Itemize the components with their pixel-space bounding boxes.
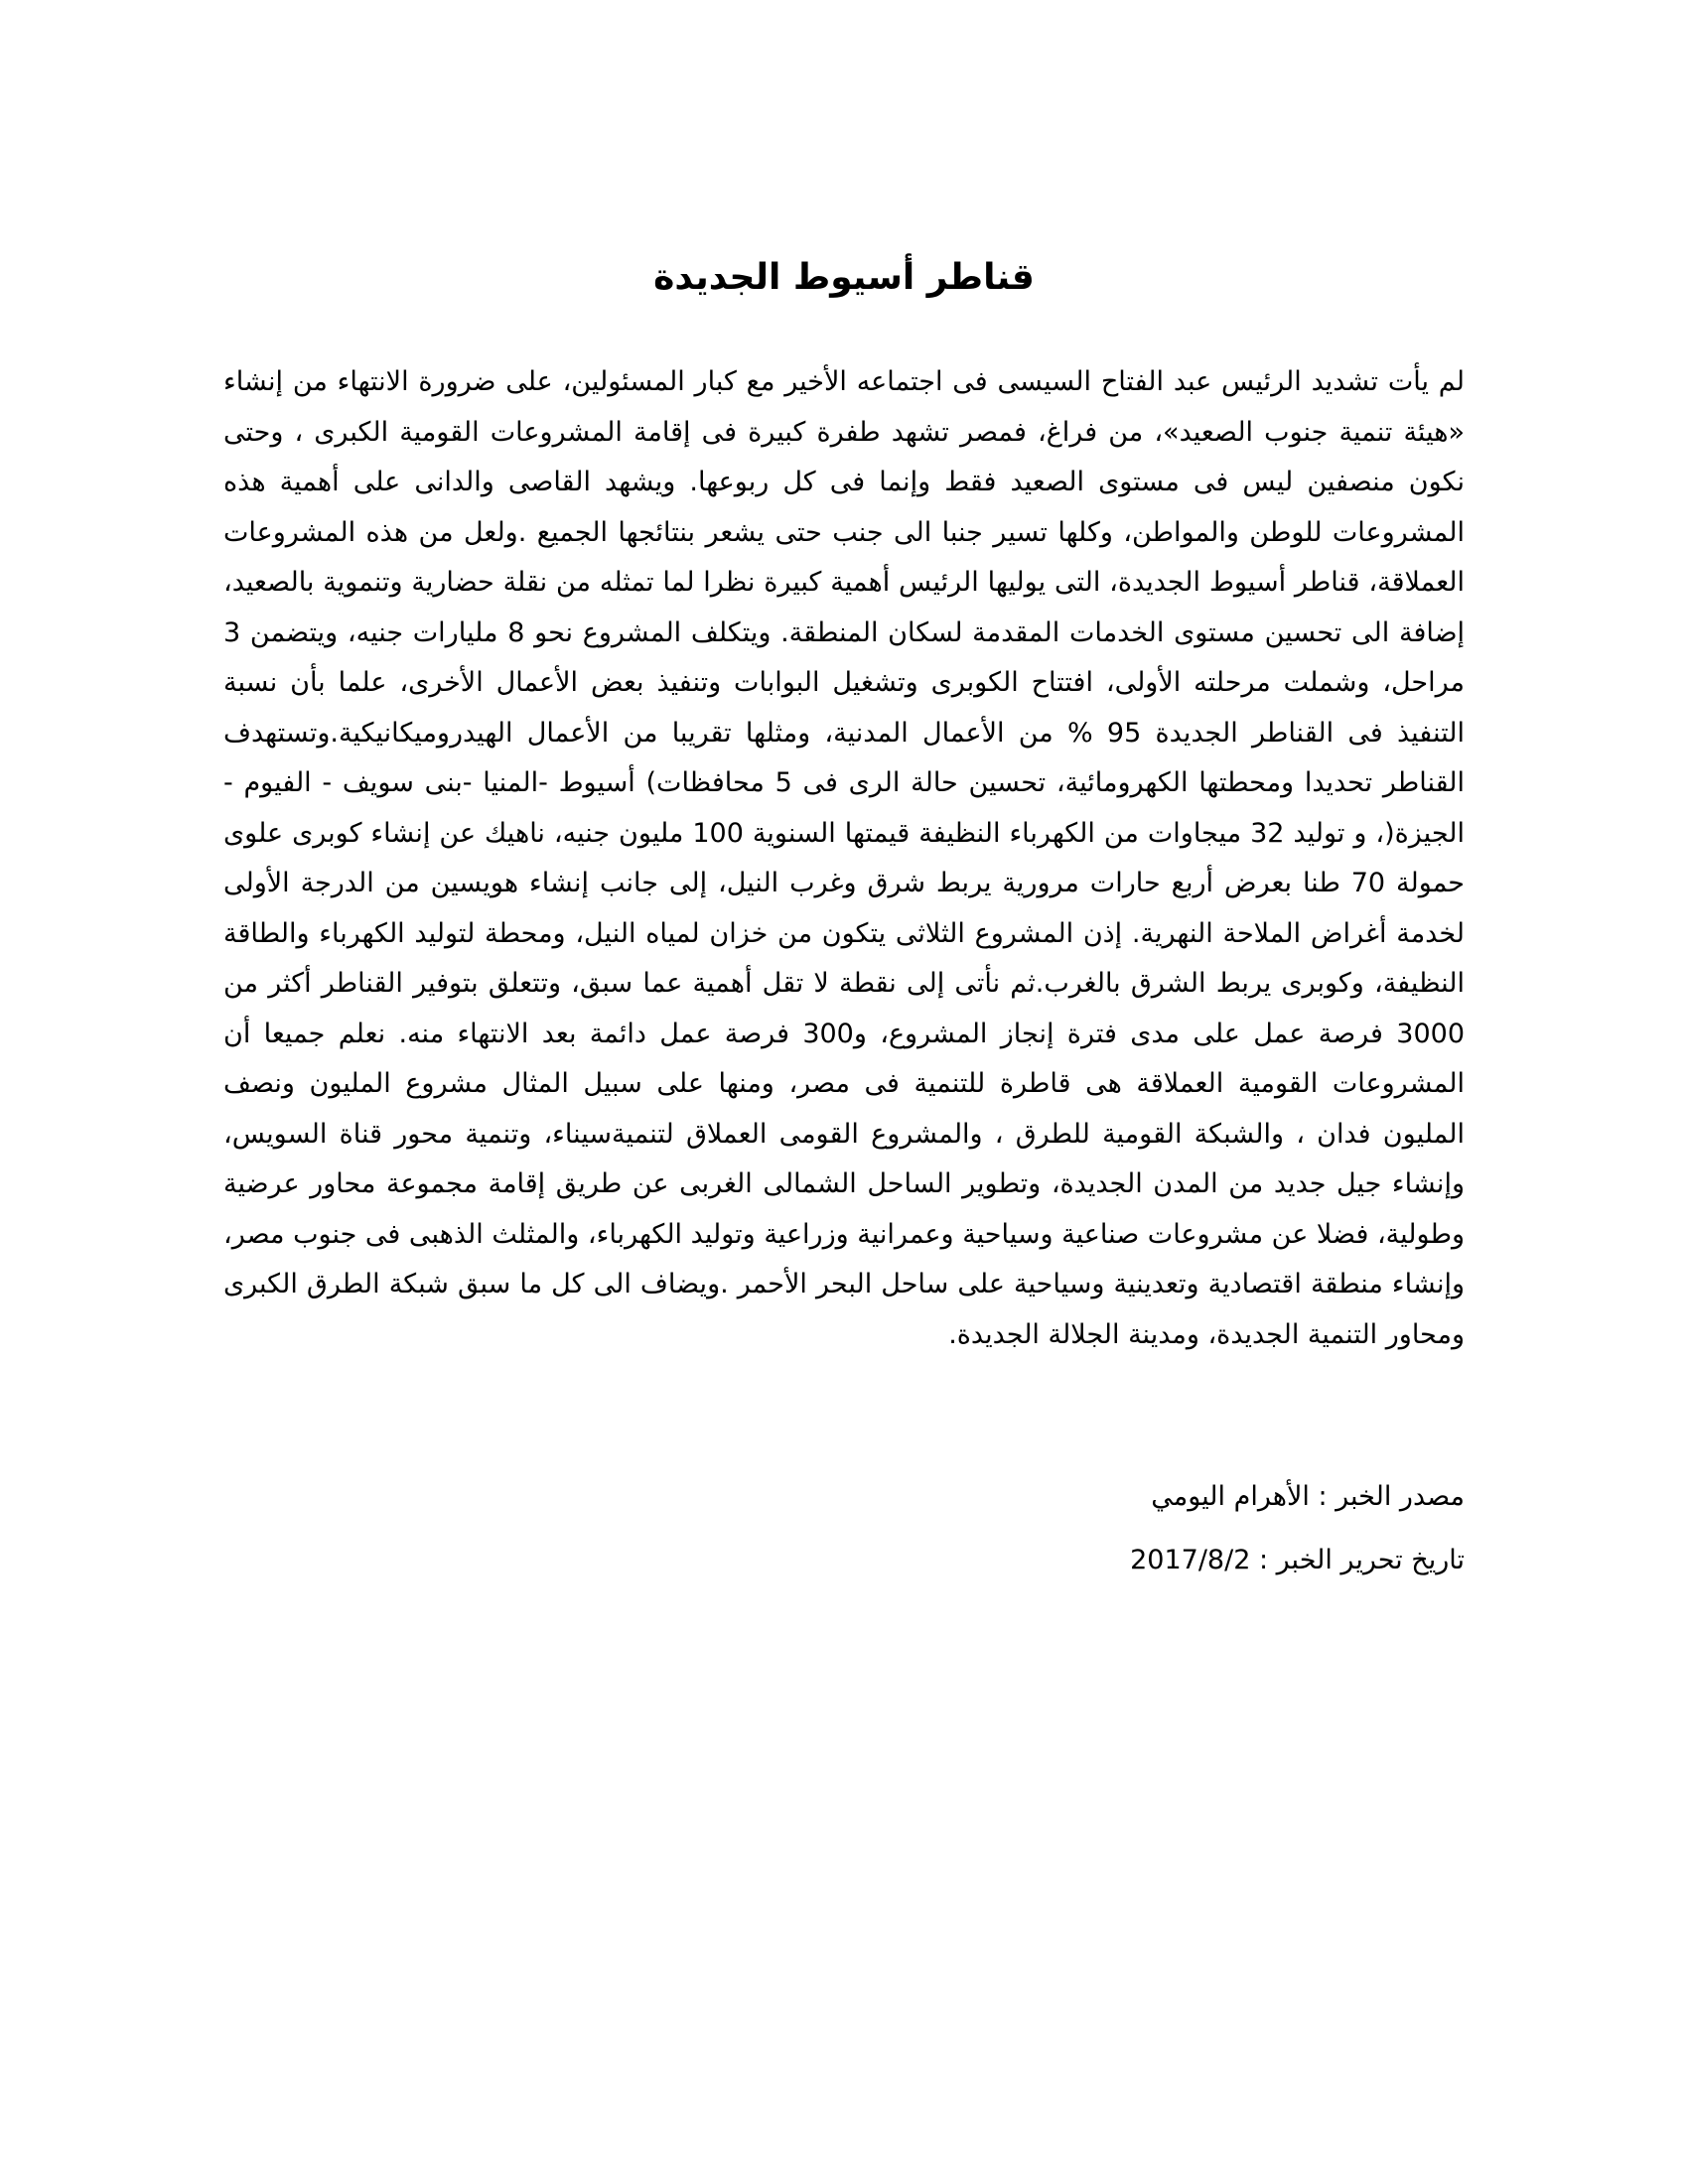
article-body: لم يأت تشديد الرئيس عبد الفتاح السيسى فى اجتماعه الأخير مع كبار المسئولين، على ضرورة الانتهاء من إنشاء «هيئة تنمية جنوب الصعيد»، من فراغ، فمصر تشهد طفرة كبيرة فى إقامة المشروعات القومية الكبرى ، وحتى نكون منصفين ليس فى مستوى الصعيد فقط وإنما فى كل ربوعها. ويشهد القاصى والدانى على أهمية هذه المشروعات للوطن والمواطن، وكلها تسير جنبا الى جنب حتى يشعر بنتائجها الجميع .ولعل من هذه المشروعات العملاقة، قناطر أسيوط الجديدة، التى يوليها الرئيس أهمية كبيرة نظرا لما تمثله من نقلة حضارية وتنموية بالصعيد، إضافة الى تحسين مستوى الخدمات المقدمة لسكان المنطقة. ويتكلف المشروع نحو 8 مليارات جنيه، ويتضمن 3 مراحل، وشملت مرحلته الأولى، افتتاح الكوبرى وتشغيل البوابات وتنفيذ بعض الأعمال الأخرى، علما بأن نسبة التنفيذ فى القناطر الجديدة 95 % من الأعمال المدنية، ومثلها تقريبا من الأعمال الهيدروميكانيكية.وتستهدف القناطر تحديدا ومحطتها الكهرومائية، تحسين حالة الرى فى 5 محافظات) أسيوط -المنيا -بنى سويف - الفيوم - الجيزة(، و توليد 32 ميجاوات من الكهرباء النظيفة قيمتها السنوية 100 مليون جنيه، ناهيك عن إنشاء كوبرى علوى حمولة 70 طنا بعرض أربع حارات مرورية يربط شرق وغرب النيل، إلى جانب إنشاء هويسين من الدرجة الأولى لخدمة أغراض الملاحة النهرية. إذن المشروع الثلاثى يتكون من خزان لمياه النيل، ومحطة لتوليد الكهرباء والطاقة النظيفة، وكوبرى يربط الشرق بالغرب.ثم نأتى إلى نقطة لا تقل أهمية عما سبق، وتتعلق بتوفير القناطر أكثر من 3000 فرصة عمل على مدى فترة إنجاز المشروع، و300 فرصة عمل دائمة بعد الانتهاء منه. نعلم جميعا أن المشروعات القومية العملاقة هى قاطرة للتنمية فى مصر، ومنها على سبيل المثال مشروع المليون ونصف المليون فدان ، والشبكة القومية للطرق ، والمشروع القومى العملاق لتنميةسيناء، وتنمية محور قناة السويس، وإنشاء جيل جديد من المدن الجديدة، وتطوير الساحل الشمالى الغربى عن طريق إقامة مجموعة محاور عرضية وطولية، فضلا عن مشروعات صناعية وسياحية وعمرانية وزراعية وتوليد الكهرباء، والمثلث الذهبى فى جنوب مصر، وإنشاء منطقة اقتصادية وتعدينية وسياحية على ساحل البحر الأحمر .ويضاف الى كل ما سبق شبكة الطرق الكبرى ومحاور التنمية الجديدة، ومدينة الجلالة الجديدة. bbox=[223, 366, 1466, 1350]
news-source: مصدر الخبر : الأهرام اليومي bbox=[1151, 1481, 1465, 1512]
article-title: قناطر أسيوط الجديدة bbox=[653, 257, 1035, 298]
news-date: تاريخ تحرير الخبر : 2017/8/2 bbox=[1130, 1545, 1465, 1575]
